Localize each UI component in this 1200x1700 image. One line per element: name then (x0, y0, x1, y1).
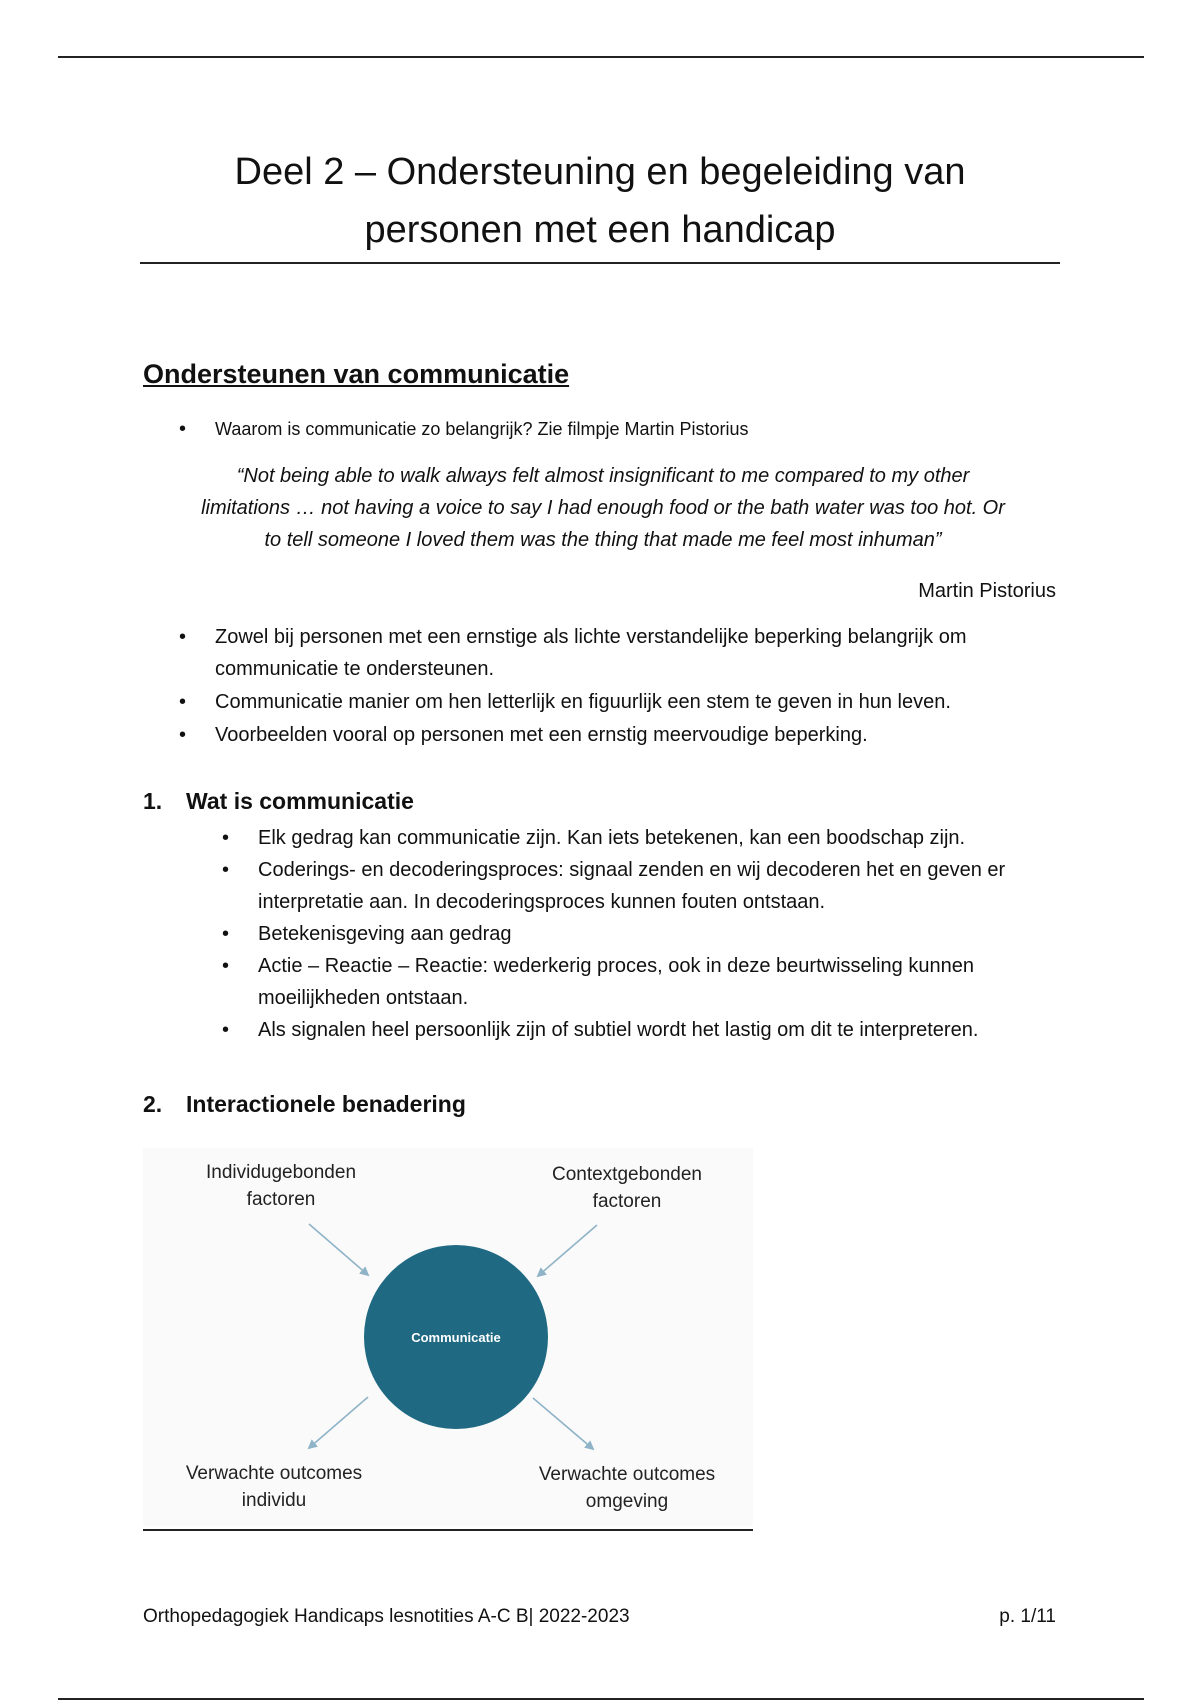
quote-line-2: limitations … not having a voice to say I had enough food or the bath water was too hot. Or (201, 497, 1005, 519)
page-title-line-1: Deel 2 – Ondersteuning en begeleiding van (234, 151, 966, 193)
label-top-right-1: Contextgebonden (551, 1164, 703, 1185)
sub1-bullet-list (186, 822, 1068, 1046)
quote-line-3: to tell someone I loved them was the thing that made me feel most inhuman” (264, 529, 942, 551)
title-underline (140, 262, 1060, 264)
circle-label: Communicatie (411, 1330, 501, 1345)
footer-page-number: p. 1/11 (999, 1606, 1056, 1627)
diagram-svg (143, 1148, 753, 1526)
quote (143, 460, 1063, 556)
quote-author: Martin Pistorius (918, 580, 1056, 602)
label-top-left-2: factoren (246, 1189, 316, 1210)
list-item: • Communicatie manier om hen letterlijk en figuurlijk een stem te geven in hun leven. (143, 686, 1068, 718)
intro-list (143, 414, 1063, 444)
subheading-2 (143, 1091, 466, 1118)
subheading-number: 1. (143, 788, 163, 814)
quote-line-1: “Not being able to walk always felt almost insignificant to me compared to my other (236, 465, 970, 487)
list-item: • Betekenisgeving aan gedrag (186, 918, 1068, 950)
list-item: • Elk gedrag kan communicatie zijn. Kan iets betekenen, kan een boodschap zijn. (186, 822, 1068, 854)
list-item: • Voorbeelden vooral op personen met een ernstig meervoudige beperking. (143, 719, 1068, 751)
subheading-text: Wat is communicatie (186, 788, 414, 814)
diagram-underline (143, 1529, 753, 1531)
list-item: • Actie – Reactie – Reactie: wederkerig proces, ook in deze beurtwisseling kunnen moeilijkheden ontstaan. (186, 950, 1068, 1014)
subheading-text: Interactionele benadering (186, 1091, 466, 1117)
page-title (140, 143, 1060, 259)
interaction-diagram (143, 1148, 753, 1526)
label-bottom-left-2: individu (241, 1490, 307, 1511)
list-item: • Waarom is communicatie zo belangrijk? Zie filmpje Martin Pistorius (143, 414, 1063, 444)
top-rule (58, 56, 1144, 58)
label-top-right-2: factoren (592, 1191, 662, 1212)
footer-course-info: Orthopedagogiek Handicaps lesnotities A-C B| 2022-2023 (143, 1606, 630, 1627)
list-item: • Coderings- en decoderingsproces: signaal zenden en wij decoderen het en geven er interpretatie aan. In decoderingsproces kunnen fouten ontstaan. (186, 854, 1068, 918)
section-bullet-list (143, 621, 1068, 752)
subheading-1 (143, 788, 414, 815)
section-heading: Ondersteunen van communicatie (143, 359, 570, 389)
list-item: • Als signalen heel persoonlijk zijn of subtiel wordt het lastig om dit te interpreteren. (186, 1014, 1068, 1046)
label-bottom-right-2: omgeving (585, 1491, 669, 1512)
label-bottom-left-1: Verwachte outcomes (185, 1463, 363, 1484)
label-top-left-1: Individugebonden (205, 1162, 357, 1183)
label-bottom-right-1: Verwachte outcomes (538, 1464, 716, 1485)
page-title-line-2: personen met een handicap (364, 209, 836, 251)
subheading-number: 2. (143, 1091, 163, 1117)
list-item: • Zowel bij personen met een ernstige als lichte verstandelijke beperking belangrijk om communicatie te ondersteunen. (143, 621, 1068, 685)
